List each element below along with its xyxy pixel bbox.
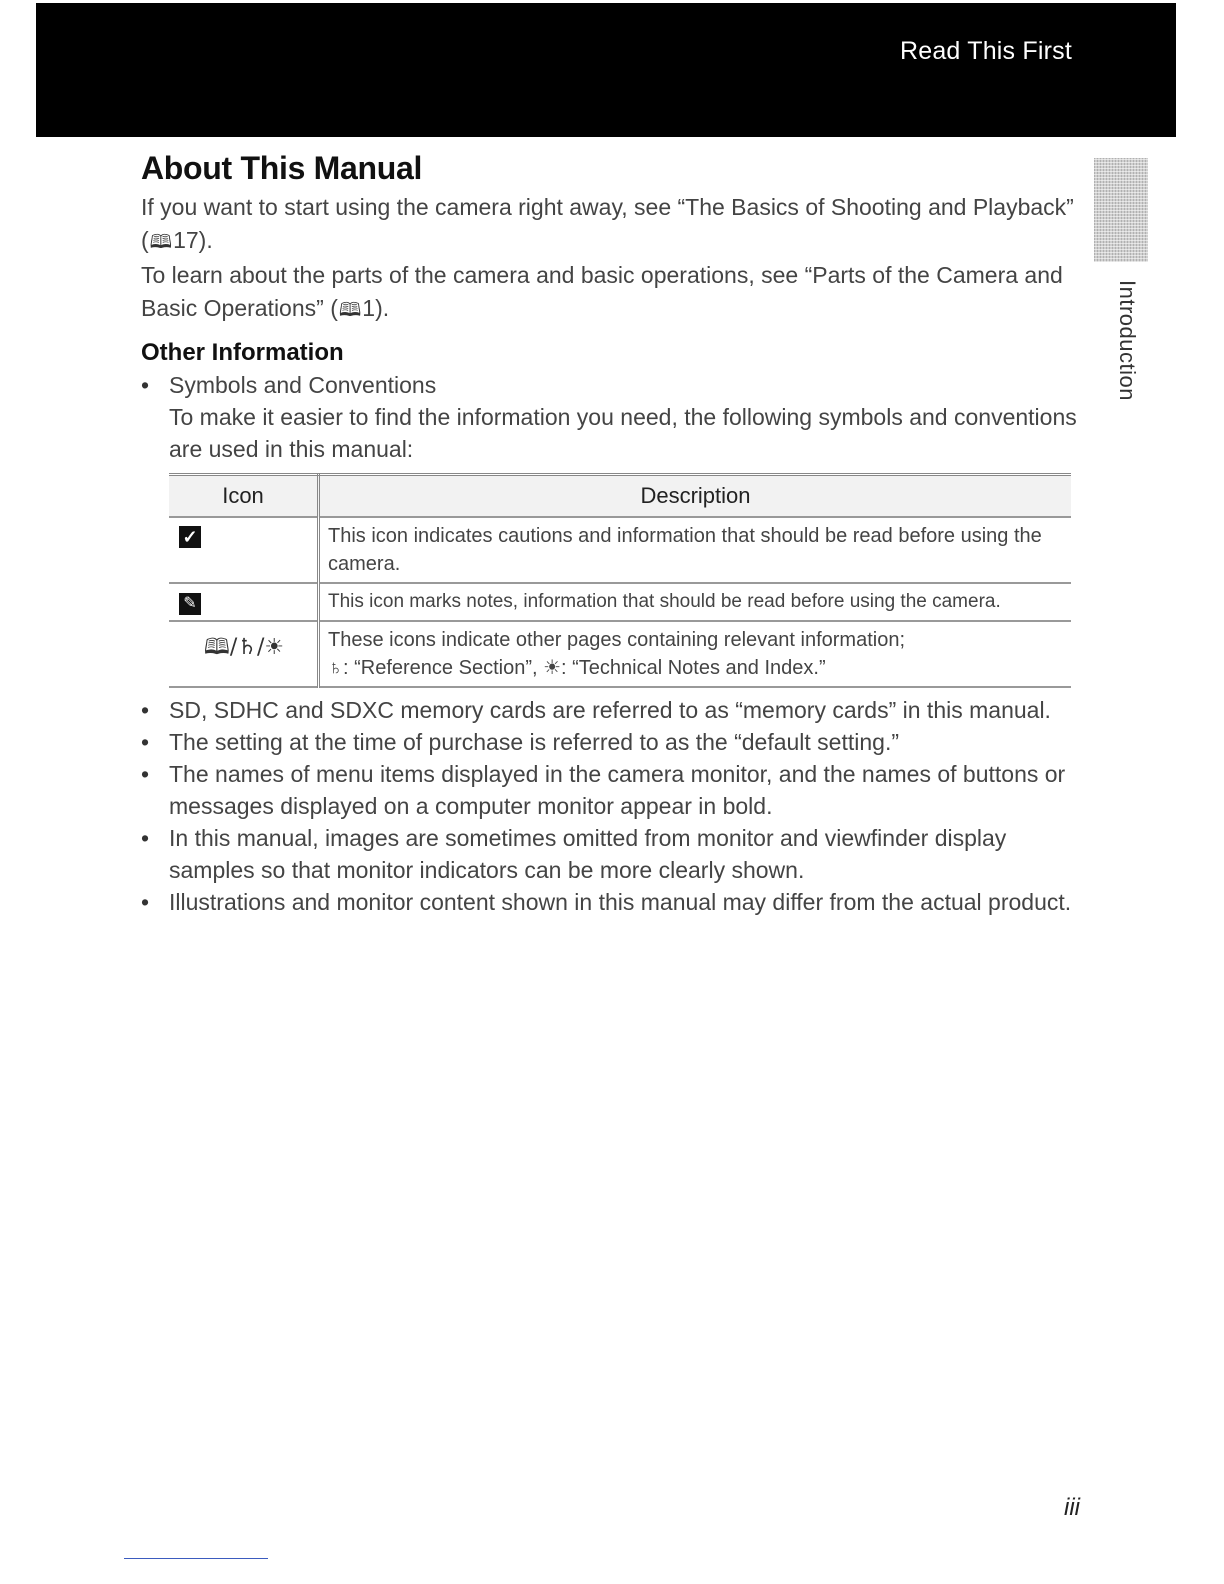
intro-1-text: If you want to start using the camera right away, see “The Basics of Shooting and Playback” ( <box>141 194 1074 253</box>
book-reference-icon: 🕮︎ <box>338 299 362 321</box>
page-reference-icons: 🕮︎/♄/☀ <box>203 635 285 660</box>
description-column-header: Description <box>319 475 1072 518</box>
symbols-description: To make it easier to find the information you need, the following symbols and conventions are used in this manual: <box>169 404 1077 462</box>
reference-description-line: These icons indicate other pages containing relevant information; <box>328 629 906 651</box>
intro-2-text: To learn about the parts of the camera and basic operations, see “Parts of the Camera and Basic Operations” ( <box>141 262 1063 321</box>
chapter-tab-label: Introduction <box>1115 280 1140 401</box>
intro-1-page[interactable]: 17 <box>173 227 199 253</box>
page-number: iii <box>1064 1494 1080 1521</box>
table-row <box>169 621 1071 687</box>
symbols-table <box>169 473 1071 688</box>
table-row <box>169 583 1071 621</box>
list-item-symbols <box>141 369 1081 465</box>
section-title: About This Manual <box>141 150 423 186</box>
technical-notes-icon: ☀ <box>543 657 562 679</box>
note-icon: ✎ <box>179 593 201 615</box>
symbols-title: • Symbols and Conventions <box>169 372 437 398</box>
intro-1-after: ). <box>198 227 213 253</box>
list-item: • In this manual, images are sometimes omitted from monitor and viewfinder display samples so that monitor indicators can be more clearly shown. <box>141 822 1081 886</box>
reference-section-label: : “Reference Section”, <box>343 657 538 679</box>
table-cell-description: This icon indicates cautions and information that should be read before using the camera. <box>319 517 1072 583</box>
list-item: • The names of menu items displayed in the camera monitor, and the names of buttons or messages displayed on a computer monitor appear in bold. <box>141 758 1081 822</box>
header-title: Read This First <box>899 37 1072 65</box>
reference-section-icon: ♄ <box>328 657 343 679</box>
technical-notes-label: : “Technical Notes and Index.” <box>561 657 826 679</box>
intro-2-page[interactable]: 1 <box>362 295 376 321</box>
caution-icon: ✓ <box>179 526 201 548</box>
intro-paragraph-1 <box>141 191 1081 259</box>
list-item: • Illustrations and monitor content shown in this manual may differ from the actual product. <box>141 886 1081 918</box>
list-item: • SD, SDHC and SDXC memory cards are referred to as “memory cards” in this manual. <box>141 694 1081 726</box>
main-content <box>141 150 1081 918</box>
intro-2-after: ). <box>375 295 390 321</box>
icon-column-header: Icon <box>169 475 319 518</box>
table-row <box>169 517 1071 583</box>
list-item: • The setting at the time of purchase is referred to as the “default setting.” <box>141 726 1081 758</box>
book-reference-icon: 🕮︎ <box>149 231 173 253</box>
other-information-heading: Other Information <box>141 339 344 366</box>
table-header-row <box>169 475 1071 518</box>
intro-paragraph-2 <box>141 259 1081 327</box>
header-bar <box>36 3 1176 137</box>
footer-link-line <box>124 1558 268 1559</box>
chapter-tab-marker <box>1094 158 1148 262</box>
table-cell-description <box>319 621 1072 687</box>
table-cell-description: This icon marks notes, information that should be read before using the camera. <box>319 583 1072 621</box>
